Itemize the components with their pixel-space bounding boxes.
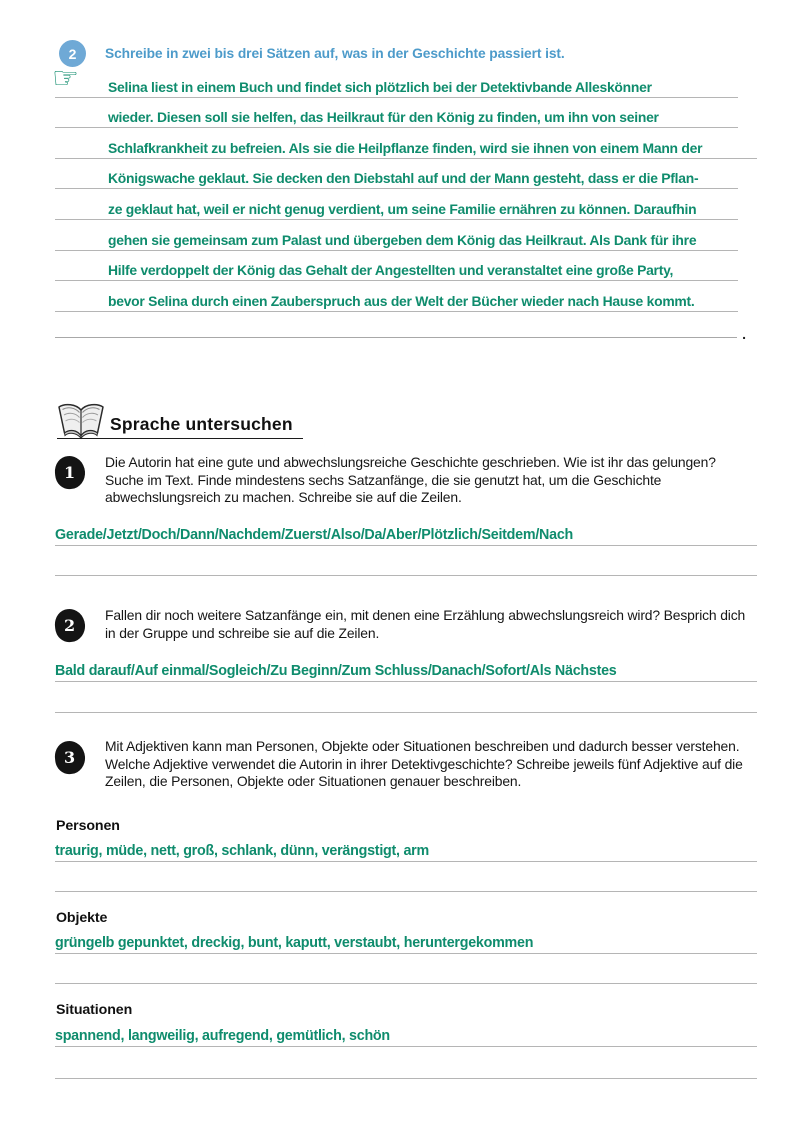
empty-writing-line <box>55 891 757 892</box>
task-3-text: Mit Adjektiven kann man Personen, Objekte oder Situationen beschreiben und dadurch besser verstehen. Welche Adjektive verwendet die Autorin in ihrer Detektivgeschichte? Schreibe jeweils fünf Adjektive auf die Zeilen, die Personen, Objekte oder Situationen genauer beschreiben. <box>105 738 743 790</box>
writing-line <box>55 189 738 220</box>
handwritten-text: wieder. Diesen soll sie helfen, das Heilkraut für den König zu finden, um ihn von seiner <box>108 109 659 126</box>
category-label-situationen: Situationen <box>56 1002 133 1018</box>
task-1-badge: 1 <box>54 455 87 490</box>
task-2-prompt: Schreibe in zwei bis drei Sätzen auf, was in der Geschichte passiert ist. <box>105 46 565 61</box>
answer-line <box>55 660 757 682</box>
answer-line <box>55 932 757 954</box>
task-2-text: Fallen dir noch weitere Satzanfänge ein, mit denen eine Erzählung abwechslungsreich wird? Besprich dich in der Gruppe und schreibe sie auf die Zeilen. <box>105 607 746 641</box>
task-3-badge: 3 <box>54 740 87 775</box>
section-title: Sprache untersuchen <box>110 414 293 434</box>
writing-line <box>55 159 738 190</box>
category-label-objekte: Objekte <box>56 910 108 926</box>
pointing-hand-icon: ☞ <box>52 61 79 96</box>
task-2-badge-section: 2 <box>54 608 87 643</box>
writing-line <box>55 281 738 312</box>
handwritten-text: Bald darauf/Auf einmal/Sogleich/Zu Beginn/Zum Schluss/Danach/Sofort/Als Nächstes <box>55 663 617 679</box>
task-1-text: Die Autorin hat eine gute und abwechslungsreiche Geschichte geschrieben. Wie ist ihr das gelungen? Suche im Text. Finde mindestens sechs Satzanfänge, die sie genutzt hat, um die Geschichte abwechslungsreich zu machen. Schreibe sie auf die Zeilen. <box>105 454 716 506</box>
handwritten-text: Hilfe verdoppelt der König das Gehalt der Angestellten und veranstaltet eine große Party, <box>108 262 674 279</box>
task-2-badge: 2 <box>59 40 86 67</box>
handwritten-text: Gerade/Jetzt/Doch/Dann/Nachdem/Zuerst/Also/Da/Aber/Plötzlich/Seitdem/Nach <box>55 527 574 543</box>
trailing-period: . <box>742 326 746 342</box>
writing-line <box>55 128 757 159</box>
writing-line <box>55 251 738 282</box>
answer-line <box>55 1025 757 1047</box>
answer-line <box>55 524 757 546</box>
handwritten-text: traurig, müde, nett, groß, schlank, dünn, verängstigt, arm <box>55 843 429 859</box>
writing-line <box>55 98 738 129</box>
section-title-underline <box>57 438 303 439</box>
empty-writing-line <box>55 983 757 984</box>
writing-line <box>55 67 738 98</box>
empty-writing-line <box>55 312 746 342</box>
empty-writing-line <box>55 1078 757 1079</box>
handwritten-text: Königswache geklaut. Sie decken den Diebstahl auf und der Mann gesteht, dass er die Pflan- <box>108 170 699 187</box>
writing-line <box>55 220 738 251</box>
handwritten-text: bevor Selina durch einen Zauberspruch aus der Welt der Bücher wieder nach Hause kommt. <box>108 292 695 309</box>
answer-line <box>55 840 757 862</box>
handwritten-text: Selina liest in einem Buch und findet sich plötzlich bei der Detektivbande Alleskönner <box>108 78 652 95</box>
handwritten-text: grüngelb gepunktet, dreckig, bunt, kaputt, verstaubt, heruntergekommen <box>55 935 534 951</box>
empty-writing-line <box>55 712 757 713</box>
handwritten-text: Schlafkrankheit zu befreien. Als sie die Heilpflanze finden, wird sie ihnen von einem Mann der <box>108 139 703 156</box>
empty-writing-line <box>55 575 757 576</box>
open-book-icon <box>56 401 106 443</box>
handwritten-text: spannend, langweilig, aufregend, gemütlich, schön <box>55 1028 390 1044</box>
handwritten-text: gehen sie gemeinsam zum Palast und übergeben dem König das Heilkraut. Als Dank für ihre <box>108 231 697 248</box>
handwritten-text: ze geklaut hat, weil er nicht genug verdient, um seine Familie ernähren zu können. Daraufhin <box>108 200 697 217</box>
category-label-personen: Personen <box>56 818 120 834</box>
story-answer-block <box>55 67 738 312</box>
